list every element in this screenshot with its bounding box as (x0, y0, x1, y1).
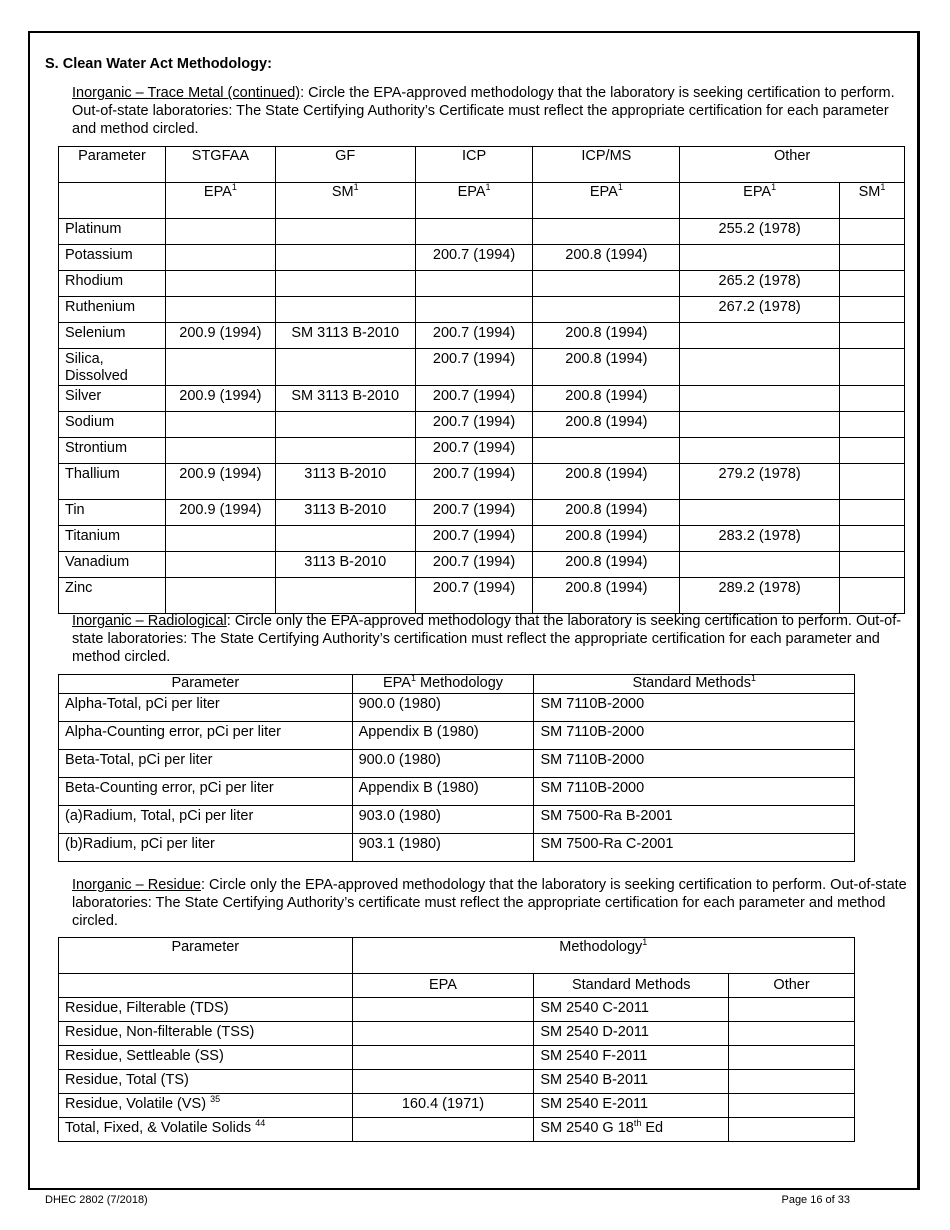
standard-methods-cell (534, 1094, 729, 1118)
method-cell: 3113 B-2010 (275, 552, 415, 578)
method-cell (165, 438, 275, 464)
method-cell: 200.8 (1994) (533, 500, 680, 526)
method-cell: 200.8 (1994) (533, 245, 680, 271)
subheader-row (59, 974, 855, 998)
trace-metal-table (58, 146, 905, 614)
method-cell: SM 7500-Ra B-2001 (534, 806, 855, 834)
parameter-cell: Alpha-Total, pCi per liter (59, 694, 353, 722)
column-subheader (680, 183, 840, 219)
footnote-marker: 1 (880, 182, 886, 193)
header-label: Methodology (415, 675, 504, 691)
method-cell (165, 412, 275, 438)
column-header: Other (680, 147, 905, 183)
parameter-label: Residue, Filterable (TDS) (65, 1000, 229, 1016)
method-cell: SM 3113 B-2010 (275, 386, 415, 412)
method-cell (680, 500, 840, 526)
header-label: Methodology (559, 939, 643, 955)
epa-cell (352, 1070, 534, 1094)
standard-methods-cell (534, 1022, 729, 1046)
method-cell: Appendix B (1980) (352, 722, 534, 750)
trace-metal-heading: Inorganic – Trace Metal (continued) (72, 85, 301, 101)
table-row (59, 219, 905, 245)
table-row (59, 778, 855, 806)
method-cell (165, 578, 275, 614)
method-cell: 289.2 (1978) (680, 578, 840, 614)
table-row (59, 1070, 855, 1094)
table-row (59, 349, 905, 386)
method-label: SM 2540 D-2011 (540, 1024, 649, 1040)
header-row (59, 147, 905, 183)
footnote-marker: 1 (485, 182, 491, 193)
method-cell (533, 297, 680, 323)
header-label: EPA (383, 675, 411, 691)
subheader-label: EPA (203, 184, 232, 200)
epa-cell (352, 1118, 534, 1142)
table-row (59, 386, 905, 412)
epa-cell (352, 1022, 534, 1046)
column-subheader (415, 183, 533, 219)
method-cell: SM 7500-Ra C-2001 (534, 834, 855, 862)
method-cell (415, 219, 533, 245)
method-label: SM 2540 F-2011 (540, 1048, 648, 1064)
method-cell (533, 219, 680, 245)
method-cell: 200.7 (1994) (415, 526, 533, 552)
epa-cell (352, 1046, 534, 1070)
method-cell: 200.7 (1994) (415, 412, 533, 438)
method-cell: 900.0 (1980) (352, 750, 534, 778)
parameter-cell: Strontium (59, 438, 166, 464)
method-cell: 200.8 (1994) (533, 386, 680, 412)
empty-cell (59, 974, 353, 998)
standard-methods-cell (534, 1046, 729, 1070)
table-row (59, 1022, 855, 1046)
other-cell (729, 1046, 855, 1070)
method-cell (680, 349, 840, 386)
method-cell: 279.2 (1978) (680, 464, 840, 500)
parameter-cell (59, 1094, 353, 1118)
footnote-marker: 1 (642, 937, 648, 948)
table-row (59, 500, 905, 526)
column-subheader (840, 183, 905, 219)
method-cell (840, 386, 905, 412)
method-cell (165, 349, 275, 386)
subheader-label: EPA (743, 184, 772, 200)
footnote-marker: 44 (255, 1118, 266, 1129)
parameter-cell: Thallium (59, 464, 166, 500)
footer-page-number: Page 16 of 33 (781, 1194, 850, 1206)
footnote-marker: 1 (410, 673, 416, 684)
column-header (352, 938, 854, 974)
parameter-cell: Platinum (59, 219, 166, 245)
parameter-cell: Potassium (59, 245, 166, 271)
table-row (59, 834, 855, 862)
table-row (59, 750, 855, 778)
method-cell: 267.2 (1978) (680, 297, 840, 323)
residue-table (58, 937, 855, 1142)
subheader-row (59, 183, 905, 219)
method-cell: 255.2 (1978) (680, 219, 840, 245)
other-cell (729, 1070, 855, 1094)
column-header (352, 675, 534, 694)
table-row (59, 245, 905, 271)
method-label: SM 2540 C-2011 (540, 1000, 649, 1016)
parameter-cell (59, 1046, 353, 1070)
parameter-cell (59, 1070, 353, 1094)
method-cell (275, 245, 415, 271)
method-cell (840, 412, 905, 438)
method-cell (680, 386, 840, 412)
method-cell: 265.2 (1978) (680, 271, 840, 297)
method-cell (275, 526, 415, 552)
column-subheader: Other (729, 974, 855, 998)
method-cell (165, 245, 275, 271)
method-cell: 903.0 (1980) (352, 806, 534, 834)
residue-heading: Inorganic – Residue (72, 877, 201, 893)
parameter-label: Residue, Total (TS) (65, 1072, 189, 1088)
parameter-cell: Silver (59, 386, 166, 412)
method-cell (275, 297, 415, 323)
method-cell (165, 271, 275, 297)
parameter-cell: Beta-Counting error, pCi per liter (59, 778, 353, 806)
column-header (534, 675, 855, 694)
method-cell: 3113 B-2010 (275, 464, 415, 500)
footnote-marker: 1 (353, 182, 359, 193)
standard-methods-cell (534, 998, 729, 1022)
method-cell: SM 7110B-2000 (534, 778, 855, 806)
footnote-marker: 35 (210, 1094, 221, 1105)
method-cell (275, 219, 415, 245)
method-cell: 200.9 (1994) (165, 500, 275, 526)
method-cell (840, 526, 905, 552)
method-cell: 200.7 (1994) (415, 438, 533, 464)
column-header: ICP (415, 147, 533, 183)
column-subheader: Standard Methods (534, 974, 729, 998)
method-cell (840, 438, 905, 464)
method-cell: 200.8 (1994) (533, 578, 680, 614)
method-cell (533, 271, 680, 297)
method-label: SM 2540 G 18 (540, 1120, 634, 1136)
method-cell (275, 438, 415, 464)
method-cell: SM 3113 B-2010 (275, 323, 415, 349)
table-row (59, 271, 905, 297)
method-cell: 200.7 (1994) (415, 500, 533, 526)
method-cell: 200.7 (1994) (415, 323, 533, 349)
standard-methods-cell (534, 1070, 729, 1094)
parameter-label: Total, Fixed, & Volatile Solids (65, 1120, 252, 1136)
method-cell (840, 500, 905, 526)
method-cell (533, 438, 680, 464)
parameter-cell (59, 1022, 353, 1046)
table-row (59, 526, 905, 552)
method-cell (840, 245, 905, 271)
method-cell: 200.7 (1994) (415, 552, 533, 578)
method-cell: 200.7 (1994) (415, 349, 533, 386)
method-cell (415, 297, 533, 323)
method-cell: SM 7110B-2000 (534, 750, 855, 778)
column-subheader: EPA (352, 974, 534, 998)
table-row (59, 464, 905, 500)
method-cell (840, 464, 905, 500)
parameter-cell: Selenium (59, 323, 166, 349)
method-label-tail: Ed (641, 1120, 664, 1136)
method-cell: 200.7 (1994) (415, 245, 533, 271)
method-cell: 903.1 (1980) (352, 834, 534, 862)
subheader-label: EPA (457, 184, 486, 200)
subheader-label: SM (858, 184, 881, 200)
standard-methods-cell (534, 1118, 729, 1142)
parameter-label: Residue, Settleable (SS) (65, 1048, 224, 1064)
column-header: STGFAA (165, 147, 275, 183)
table-row (59, 1046, 855, 1070)
method-cell (840, 578, 905, 614)
table-row (59, 806, 855, 834)
parameter-cell: Sodium (59, 412, 166, 438)
empty-cell (59, 183, 166, 219)
parameter-cell: Tin (59, 500, 166, 526)
method-cell: 200.8 (1994) (533, 323, 680, 349)
table-row (59, 412, 905, 438)
section-title: S. Clean Water Act Methodology: (45, 56, 272, 72)
footnote-marker: 1 (231, 182, 237, 193)
footnote-marker: 1 (771, 182, 777, 193)
method-cell (840, 323, 905, 349)
method-cell (165, 552, 275, 578)
table-row (59, 297, 905, 323)
method-cell (840, 349, 905, 386)
header-label: Standard Methods (632, 675, 751, 691)
other-cell (729, 998, 855, 1022)
method-cell (680, 438, 840, 464)
table-row (59, 1094, 855, 1118)
column-subheader (275, 183, 415, 219)
table-row (59, 722, 855, 750)
method-cell (275, 271, 415, 297)
other-cell (729, 1022, 855, 1046)
parameter-cell (59, 998, 353, 1022)
parameter-cell: (b)Radium, pCi per liter (59, 834, 353, 862)
method-cell: 3113 B-2010 (275, 500, 415, 526)
column-header: GF (275, 147, 415, 183)
radiological-table (58, 674, 855, 862)
method-cell (680, 412, 840, 438)
method-cell: 200.8 (1994) (533, 349, 680, 386)
table-row (59, 578, 905, 614)
method-cell (415, 271, 533, 297)
method-cell: 283.2 (1978) (680, 526, 840, 552)
method-cell: 200.8 (1994) (533, 412, 680, 438)
method-cell (680, 323, 840, 349)
method-cell (165, 297, 275, 323)
method-cell (840, 219, 905, 245)
method-cell: 200.9 (1994) (165, 323, 275, 349)
column-subheader (533, 183, 680, 219)
method-cell (275, 412, 415, 438)
parameter-cell: Zinc (59, 578, 166, 614)
method-cell (840, 297, 905, 323)
method-cell: 200.7 (1994) (415, 578, 533, 614)
column-subheader (165, 183, 275, 219)
residue-intro: Inorganic – Residue: Circle only the EPA-approved methodology that the laboratory is seeking certification to perform. Out-of-state laboratories: The State Certifying Authority’s certificate must reflect the appropriate certification for each parameter and method circled. (72, 877, 907, 929)
table-row (59, 323, 905, 349)
column-header: Parameter (59, 147, 166, 183)
column-header: ICP/MS (533, 147, 680, 183)
parameter-cell: (a)Radium, Total, pCi per liter (59, 806, 353, 834)
method-cell (275, 349, 415, 386)
method-label: SM 2540 B-2011 (540, 1072, 649, 1088)
radiological-intro: Inorganic – Radiological: Circle only the EPA-approved methodology that the laboratory is seeking certification to perform. Out-of-state laboratories: The State Certifying Authority’s certification must reflect the appropriate certification for each parameter and method circled. (72, 613, 902, 665)
header-row (59, 938, 855, 974)
subheader-label: SM (331, 184, 354, 200)
method-label: SM 2540 E-2011 (540, 1096, 649, 1112)
method-cell (165, 219, 275, 245)
parameter-label: Residue, Non-filterable (TSS) (65, 1024, 255, 1040)
header-row (59, 675, 855, 694)
method-cell: 200.8 (1994) (533, 526, 680, 552)
parameter-cell: Titanium (59, 526, 166, 552)
method-cell: SM 7110B-2000 (534, 722, 855, 750)
method-cell: 200.8 (1994) (533, 464, 680, 500)
subheader-label: EPA (589, 184, 618, 200)
parameter-cell: Vanadium (59, 552, 166, 578)
method-cell (840, 552, 905, 578)
method-cell: 200.9 (1994) (165, 464, 275, 500)
method-cell: Appendix B (1980) (352, 778, 534, 806)
epa-cell (352, 998, 534, 1022)
method-cell: SM 7110B-2000 (534, 694, 855, 722)
table-row (59, 1118, 855, 1142)
parameter-label: Residue, Volatile (VS) (65, 1096, 207, 1112)
radiological-heading: Inorganic – Radiological (72, 613, 227, 629)
trace-metal-intro: Inorganic – Trace Metal (continued): Circle the EPA-approved methodology that the laboratory is seeking certification to perform. Out-of-state laboratories: The State Certifying Authority’s Certificate must reflect the appropriate certification for each parameter and method circled. (72, 85, 895, 137)
footer-form-id: DHEC 2802 (7/2018) (45, 1194, 148, 1206)
parameter-cell: Alpha-Counting error, pCi per liter (59, 722, 353, 750)
method-cell: 200.8 (1994) (533, 552, 680, 578)
table-row (59, 694, 855, 722)
method-cell: 200.9 (1994) (165, 386, 275, 412)
method-cell (275, 578, 415, 614)
parameter-cell: Silica, Dissolved (59, 349, 166, 386)
column-header: Parameter (59, 938, 353, 974)
method-cell: 200.7 (1994) (415, 464, 533, 500)
other-cell (729, 1118, 855, 1142)
footnote-marker: 1 (750, 673, 756, 684)
parameter-cell: Beta-Total, pCi per liter (59, 750, 353, 778)
footnote-marker: 1 (617, 182, 623, 193)
other-cell (729, 1094, 855, 1118)
method-cell (840, 271, 905, 297)
method-cell (165, 526, 275, 552)
method-cell (680, 245, 840, 271)
method-cell: 900.0 (1980) (352, 694, 534, 722)
table-row (59, 552, 905, 578)
method-cell: 200.7 (1994) (415, 386, 533, 412)
table-row (59, 998, 855, 1022)
parameter-cell: Ruthenium (59, 297, 166, 323)
parameter-cell: Rhodium (59, 271, 166, 297)
table-row (59, 438, 905, 464)
footnote-marker: th (633, 1118, 642, 1129)
parameter-cell (59, 1118, 353, 1142)
column-header: Parameter (59, 675, 353, 694)
method-cell (680, 552, 840, 578)
epa-cell: 160.4 (1971) (352, 1094, 534, 1118)
